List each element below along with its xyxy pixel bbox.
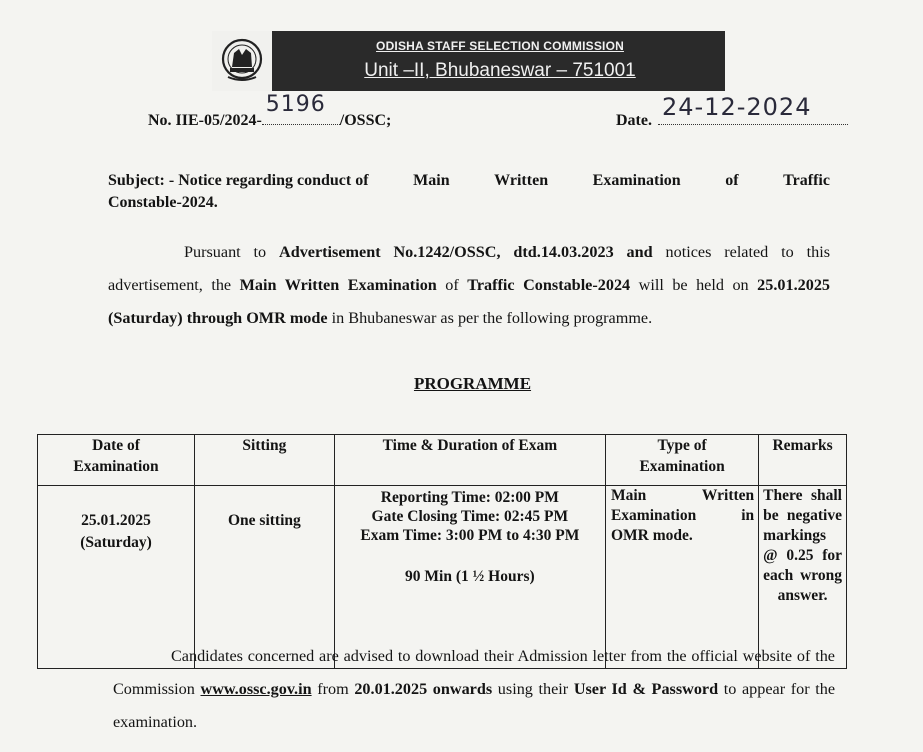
footer-text: using their: [492, 680, 574, 698]
website-link[interactable]: www.ossc.gov.in: [200, 680, 312, 698]
footer-bold: 20.01.2025 onwards: [354, 680, 493, 698]
subject-word: Examination: [592, 172, 681, 189]
cell-remarks: There shall be negative markings @ 0.25 for each wrong answer.: [759, 486, 847, 669]
footer-text: Candidates concerned are advised to download their Admission letter from the official website of the Commission: [113, 647, 835, 698]
reference-suffix: /OSSC;: [339, 112, 392, 129]
letterhead: [212, 31, 725, 91]
cell-type: Main Written Examination in OMR mode.: [605, 486, 758, 669]
state-emblem-icon: [220, 37, 264, 85]
body-text: notices related to this advertisement, the: [108, 243, 830, 294]
org-name: ODISHA STAFF SELECTION COMMISSION: [376, 39, 624, 53]
header-time: Time & Duration of Exam: [334, 435, 605, 486]
body-paragraph: [108, 236, 830, 335]
subject-word: Written: [494, 172, 549, 189]
footer-text: to appear for the examination.: [113, 680, 836, 731]
body-text: in Bhubaneswar as per the following programme.: [327, 309, 653, 327]
header-remarks: Remarks: [759, 435, 847, 486]
table-header-row: [38, 435, 847, 486]
reference-number: [148, 92, 392, 130]
body-bold: Advertisement No.1242/OSSC, dtd.14.03.2023 and: [279, 243, 653, 261]
date-blank: [658, 93, 848, 125]
org-unit: Unit –II, Bhubaneswar – 751001: [364, 60, 636, 81]
body-bold: Traffic Constable-2024: [467, 276, 631, 294]
header-sitting: Sitting: [195, 435, 335, 486]
date-label: Date.: [616, 112, 652, 129]
cell-date: 25.01.2025 (Saturday): [38, 486, 195, 669]
subject-label: Subject: - Notice regarding conduct of: [108, 172, 369, 189]
body-text: will be held on: [630, 276, 758, 294]
cell-sitting: One sitting: [195, 486, 335, 669]
header-type: Type of Examination: [605, 435, 758, 486]
body-text: of: [436, 276, 468, 294]
subject-word: Traffic: [783, 172, 830, 189]
subject: [108, 170, 830, 214]
reference-prefix: No. IIE-05/2024-: [148, 112, 262, 129]
header-date: Date of Examination: [38, 435, 195, 486]
programme-heading: PROGRAMME: [413, 374, 532, 393]
subject-word: Main: [413, 172, 450, 189]
body-bold: Main Written Examination: [239, 276, 437, 294]
subject-line-1: [108, 170, 830, 192]
footer-bold: User Id & Password: [573, 680, 719, 698]
reference-handwritten-number: 5196: [265, 92, 326, 117]
emblem-box: [212, 31, 275, 91]
subject-word: of: [725, 172, 739, 189]
subject-line-2: Constable-2024.: [108, 194, 218, 211]
body-bold: 25.01.2025 (Saturday) through OMR mode: [108, 276, 830, 327]
date-handwritten-value: 24-12-2024: [661, 93, 812, 121]
reference-blank: [262, 92, 340, 125]
reporting-time: Reporting Time: 02:00 PM: [380, 489, 559, 506]
footer-text: from: [311, 680, 355, 698]
programme-table: [37, 434, 847, 669]
exam-duration: 90 Min (1 ½ Hours): [405, 568, 535, 585]
footer-paragraph: [113, 640, 835, 739]
gate-closing-time: Gate Closing Time: 02:45 PM: [371, 508, 569, 525]
body-text: Pursuant to: [184, 243, 279, 261]
date-line: [616, 93, 848, 130]
exam-time: Exam Time: 3:00 PM to 4:30 PM: [360, 527, 580, 544]
